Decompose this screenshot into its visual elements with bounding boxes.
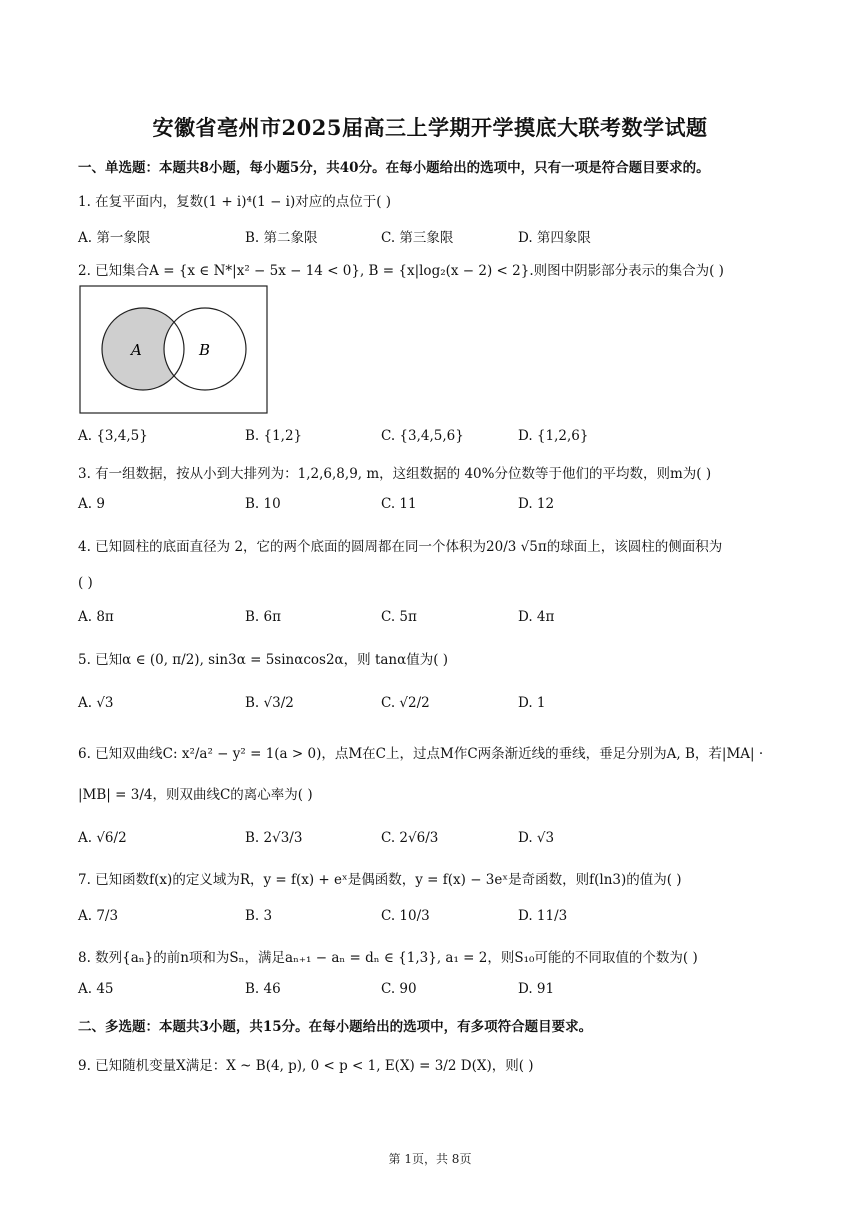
question-6-option-a: A. √6/2 bbox=[78, 830, 127, 846]
question-5-option-a: A. √3 bbox=[78, 695, 114, 711]
question-9-stem: 9. 已知随机变量X满足：X ~ B(4, p), 0 < p < 1, E(X) = 3/2 D(X)，则( ) bbox=[78, 1058, 534, 1074]
question-3-option-b: B. 10 bbox=[245, 496, 281, 512]
page-title: 安徽省亳州市2025届高三上学期开学摸底大联考数学试题 bbox=[152, 115, 708, 140]
question-8-stem: 8. 数列{aₙ}的前n项和为Sₙ，满足aₙ₊₁ − aₙ = dₙ ∈ {1,3}, a₁ = 2，则S₁₀可能的不同取值的个数为( ) bbox=[78, 950, 698, 966]
question-4-stem: 4. 已知圆柱的底面直径为 2，它的两个底面的圆周都在同一个体积为20/3 √5π的球面上，该圆柱的侧面积为 bbox=[78, 539, 723, 555]
venn-diagram bbox=[79, 285, 269, 415]
question-3-stem: 3. 有一组数据，按从小到大排列为：1,2,6,8,9, m，这组数据的 40%分位数等于他们的平均数，则m为( ) bbox=[78, 466, 712, 482]
question-6-stem-cont: |MB| = 3/4，则双曲线C的离心率为( ) bbox=[78, 787, 313, 803]
question-2-option-a: A. {3,4,5} bbox=[78, 428, 148, 444]
question-8-option-a: A. 45 bbox=[78, 981, 114, 997]
question-6-option-c: C. 2√6/3 bbox=[381, 830, 439, 846]
question-4-option-c: C. 5π bbox=[381, 609, 417, 625]
question-5-option-b: B. √3/2 bbox=[245, 695, 294, 711]
question-1-option-b: B. 第二象限 bbox=[245, 230, 318, 246]
section-heading-single-choice: 一、单选题：本题共8小题，每小题5分，共40分。在每小题给出的选项中，只有一项是符合题目要求的。 bbox=[78, 160, 710, 176]
question-2-option-d: D. {1,2,6} bbox=[518, 428, 589, 444]
question-8-option-d: D. 91 bbox=[518, 981, 555, 997]
question-3-option-a: A. 9 bbox=[78, 496, 105, 512]
question-7-option-c: C. 10/3 bbox=[381, 908, 430, 924]
question-4-option-a: A. 8π bbox=[78, 609, 114, 625]
question-6-option-b: B. 2√3/3 bbox=[245, 830, 303, 846]
question-5-option-c: C. √2/2 bbox=[381, 695, 430, 711]
question-8-option-c: C. 90 bbox=[381, 981, 417, 997]
question-5-option-d: D. 1 bbox=[518, 695, 546, 711]
venn-label-b: B bbox=[199, 341, 211, 359]
question-1-option-a: A. 第一象限 bbox=[78, 230, 151, 246]
question-1-stem: 1. 在复平面内，复数(1 + i)⁴(1 − i)对应的点位于( ) bbox=[78, 194, 392, 210]
question-4-option-b: B. 6π bbox=[245, 609, 281, 625]
question-1-option-d: D. 第四象限 bbox=[518, 230, 591, 246]
question-2-stem: 2. 已知集合A = {x ∈ N*|x² − 5x − 14 < 0}, B = {x|log₂(x − 2) < 2}.则图中阴影部分表示的集合为( ) bbox=[78, 263, 724, 279]
question-4-option-d: D. 4π bbox=[518, 609, 555, 625]
question-3-option-d: D. 12 bbox=[518, 496, 555, 512]
question-3-option-c: C. 11 bbox=[381, 496, 417, 512]
question-2-option-b: B. {1,2} bbox=[245, 428, 303, 444]
question-2-option-c: C. {3,4,5,6} bbox=[381, 428, 464, 444]
question-7-option-b: B. 3 bbox=[245, 908, 273, 924]
question-5-stem: 5. 已知α ∈ (0, π/2), sin3α = 5sinαcos2α，则 tanα值为( ) bbox=[78, 652, 449, 668]
question-8-option-b: B. 46 bbox=[245, 981, 281, 997]
question-7-option-d: D. 11/3 bbox=[518, 908, 568, 924]
venn-label-a: A bbox=[131, 341, 142, 359]
question-6-stem: 6. 已知双曲线C: x²/a² − y² = 1(a > 0)，点M在C上，过点M作C两条渐近线的垂线，垂足分别为A, B，若|MA| · bbox=[78, 746, 764, 762]
question-1-option-c: C. 第三象限 bbox=[381, 230, 454, 246]
page-footer: 第 1页，共 8页 bbox=[388, 1152, 472, 1166]
question-7-option-a: A. 7/3 bbox=[78, 908, 119, 924]
question-4-stem-cont: ( ) bbox=[78, 575, 93, 591]
section-heading-multi-choice: 二、多选题：本题共3小题，共15分。在每小题给出的选项中，有多项符合题目要求。 bbox=[78, 1019, 593, 1035]
question-6-option-d: D. √3 bbox=[518, 830, 555, 846]
question-7-stem: 7. 已知函数f(x)的定义域为R，y = f(x) + eˣ是偶函数，y = f(x) − 3eˣ是奇函数，则f(ln3)的值为( ) bbox=[78, 872, 682, 888]
